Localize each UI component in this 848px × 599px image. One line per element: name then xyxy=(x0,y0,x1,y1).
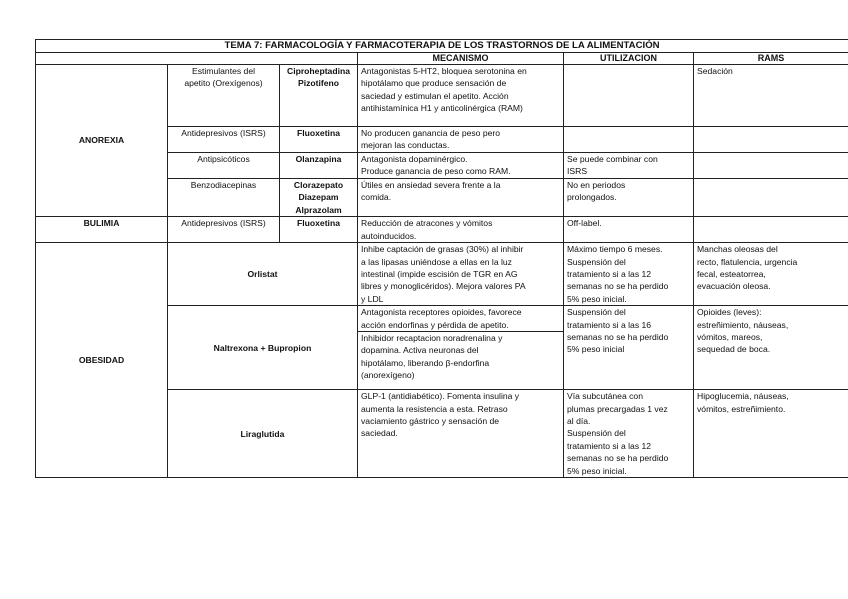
mechanism-cell: Útiles en ansiedad severa frente a la comida. xyxy=(358,179,564,217)
drug-cell: Fluoxetina xyxy=(280,127,358,153)
mechanism-cell: GLP-1 (antidiabético). Fomenta insulina y aumenta la resistencia a esta. Retraso vaciamiento gástrico y sensación de saciedad. xyxy=(358,390,564,478)
rams-cell xyxy=(694,153,848,179)
group-cell: Antipsicóticos xyxy=(168,153,280,179)
drug-cell: Ciproheptadina Pizotifeno xyxy=(280,65,358,127)
group-cell: Antidepresivos (ISRS) xyxy=(168,127,280,153)
drug-cell: Naltrexona + Bupropion xyxy=(168,306,358,390)
mechanism-cell: Reducción de atracones y vómitos autoinducidos. xyxy=(358,217,564,243)
usage-cell: Suspensión del tratamiento si a las 16 semanas no se ha perdido 5% peso inicial xyxy=(564,306,694,390)
rams-cell: Opioides (leves): estreñimiento, náuseas, vómitos, mareos, sequedad de boca. xyxy=(694,306,848,390)
mechanism-cell: No producen ganancia de peso pero mejoran las conductas. xyxy=(358,127,564,153)
table-row xyxy=(36,65,848,127)
header-rams: RAMS xyxy=(694,53,848,65)
usage-cell: No en periodos prolongados. xyxy=(564,179,694,217)
rams-cell xyxy=(694,217,848,243)
table-title: TEMA 7: FARMACOLOGÍA Y FARMACOTERAPIA DE LOS TRASTORNOS DE LA ALIMENTACIÓN xyxy=(36,40,848,53)
table-row xyxy=(36,217,848,243)
mechanism-cell: Antagonistas 5-HT2, bloquea serotonina en hipotálamo que produce sensación de saciedad y estimulan el apetito. Acción antihistamínica H1 y anticolinérgica (RAM) xyxy=(358,65,564,127)
header-mecanismo: MECANISMO xyxy=(358,53,564,65)
usage-cell xyxy=(564,127,694,153)
rams-cell: Sedación xyxy=(694,65,848,127)
header-empty xyxy=(36,53,358,65)
group-cell: Estimulantes del apetito (Orexígenos) xyxy=(168,65,280,127)
drug-cell: Orlistat xyxy=(168,243,358,306)
group-cell: Antidepresivos (ISRS) xyxy=(168,217,280,243)
usage-cell: Off-label. xyxy=(564,217,694,243)
drug-cell: Liraglutida xyxy=(168,390,358,478)
drug-cell: Olanzapina xyxy=(280,153,358,179)
mechanism-part-b: Inhibidor recaptacion noradrenalina y dopamina. Activa neuronas del hipotálamo, liberando β-endorfina (anorexígeno) xyxy=(358,331,563,382)
usage-cell xyxy=(564,65,694,127)
mechanism-cell: Antagonista dopaminérgico. Produce ganancia de peso como RAM. xyxy=(358,153,564,179)
group-cell: Benzodiacepinas xyxy=(168,179,280,217)
rams-cell xyxy=(694,127,848,153)
mechanism-part-a: Antagonista receptores opioides, favorece acción endorfinas y pérdida de apetito. xyxy=(361,307,522,330)
pharmacology-table xyxy=(35,39,848,478)
condition-obesidad: OBESIDAD xyxy=(36,243,168,478)
mechanism-cell xyxy=(358,306,564,390)
drug-cell: Fluoxetina xyxy=(280,217,358,243)
rams-cell: Manchas oleosas del recto, flatulencia, urgencia fecal, esteatorrea, evacuación oleosa. xyxy=(694,243,848,306)
table-row xyxy=(36,243,848,306)
drug-cell: Clorazepato Diazepam Alprazolam xyxy=(280,179,358,217)
rams-cell xyxy=(694,179,848,217)
usage-cell: Máximo tiempo 6 meses. Suspensión del tratamiento si a las 12 semanas no se ha perdido 5% peso inicial. xyxy=(564,243,694,306)
condition-anorexia: ANOREXIA xyxy=(36,65,168,217)
usage-cell: Vía subcutánea con plumas precargadas 1 vez al día. Suspensión del tratamiento si a las 12 semanas no se ha perdido 5% peso inicial. xyxy=(564,390,694,478)
rams-cell: Hipoglucemia, náuseas, vómitos, estreñimiento. xyxy=(694,390,848,478)
mechanism-cell: Inhibe captación de grasas (30%) al inhibir a las lipasas uniéndose a ellas en la luz intestinal (impide escisión de TGR en AG libres y monoglicéridos). Mejora valores PA y LDL xyxy=(358,243,564,306)
condition-bulimia: BULIMIA xyxy=(36,217,168,243)
header-utilizacion: UTILIZACION xyxy=(564,53,694,65)
usage-cell: Se puede combinar con ISRS xyxy=(564,153,694,179)
